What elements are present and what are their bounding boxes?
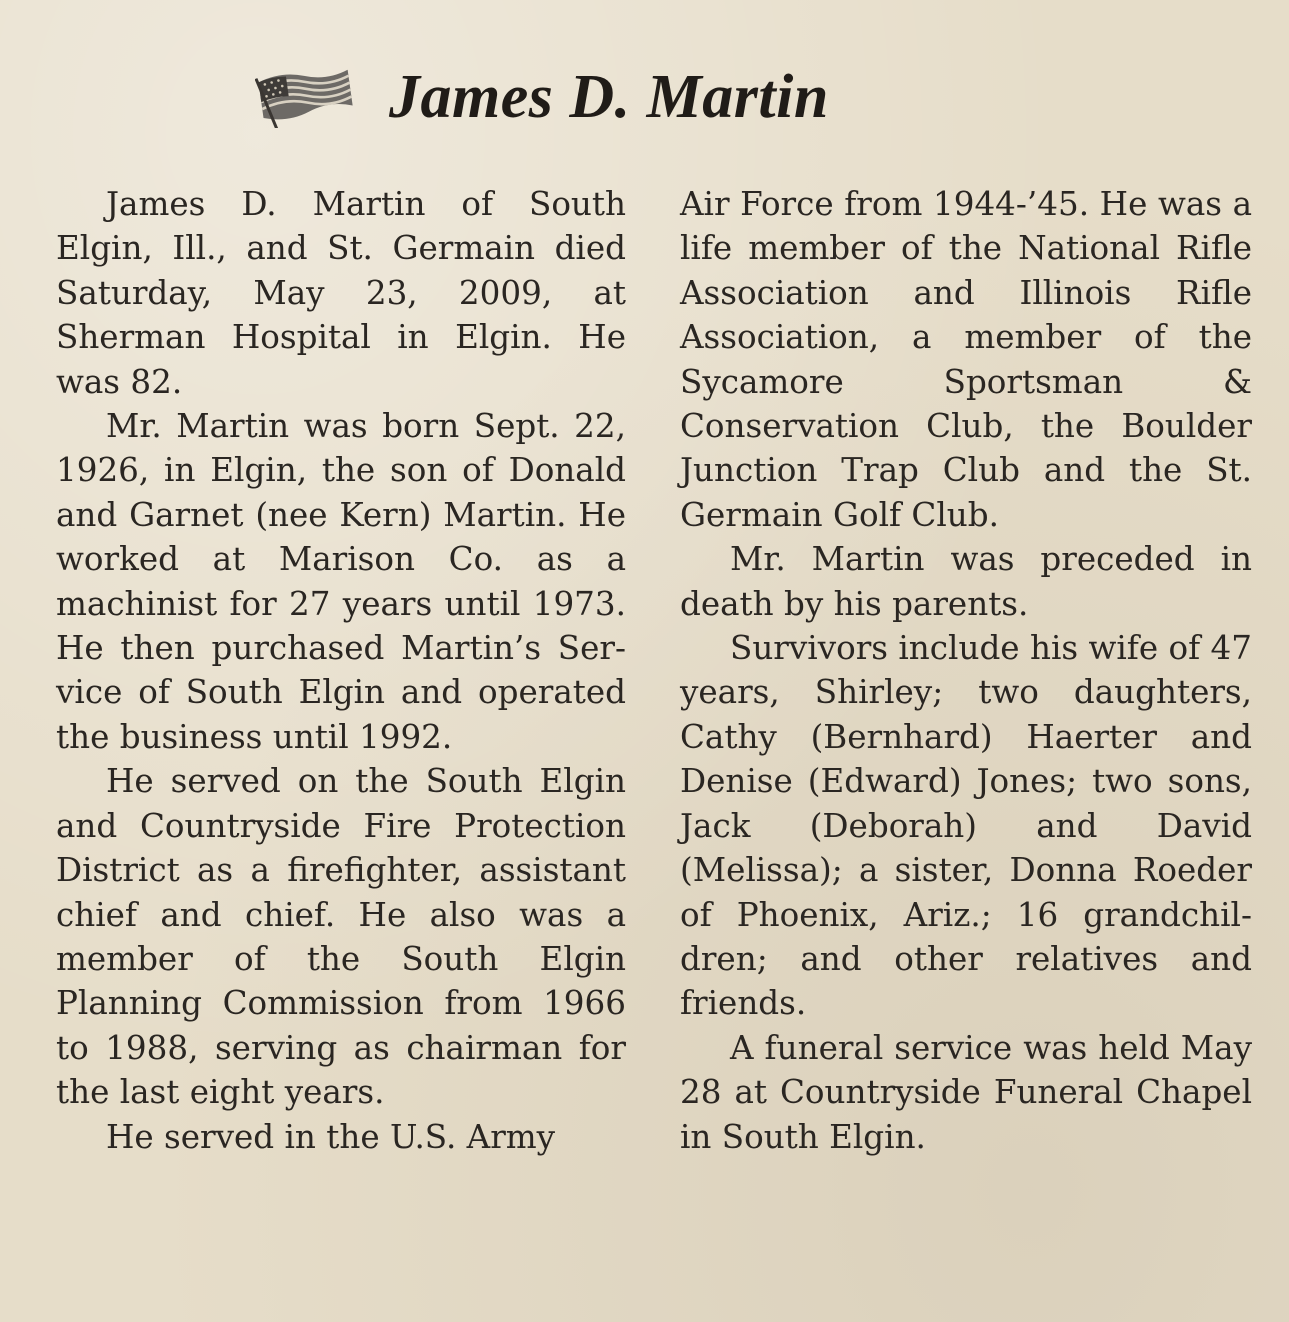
paragraph-civic-service: He served on the South Elgin and Countryside Fire Protection District as a firefighter, assistant chief and chief. He also was a member of the South Elgin Planning Commission from 1966 to 1988, serving as chairman for the last eight years. [56, 762, 626, 1112]
obituary-heading [255, 52, 829, 142]
right-column [680, 182, 1252, 1159]
paragraph-early-life-career: Mr. Martin was born Sept. 22, 1926, in Elgin, the son of Donald and Garnet (nee Kern) Martin. He worked at Marison Co. as a machinist for 27 years until 1973. He then purchased Martin’s Service of South Elgin and operated the business until 1992. [56, 407, 626, 756]
left-column [56, 182, 626, 1159]
paragraph-death-notice: James D. Martin of South Elgin, Ill., and St. Germain died Saturday, May 23, 2009, at Sherman Hospital in Elgin. He was 82. [56, 185, 626, 401]
obituary-title: James D. Martin [389, 62, 829, 131]
paragraph-funeral-service: A funeral service was held May 28 at Countryside Funeral Chapel in South Elgin. [680, 1028, 1252, 1156]
paragraph-military-service-start: He served in the U.S. Army [106, 1117, 556, 1156]
american-flag-icon [255, 66, 355, 128]
paragraph-military-memberships: Air Force from 1944-’45. He was a life member of the National Rifle Association and Illinois Rifle Association, a member of the Sycamore Sportsman & Conservation Club, the Boulder Junction Trap Club and the St. Germain Golf Club. [680, 185, 1252, 534]
paragraph-preceded-in-death: Mr. Martin was preceded in death by his parents. [680, 540, 1252, 623]
paragraph-survivors: Survivors include his wife of 47 years, Shirley; two daughters, Cathy (Bernhard) Haerter and Denise (Edward) Jones; two sons, Jack (Deborah) and David (Melissa); a sister, Donna Roeder of Phoenix, Ariz.; 16 grandchildren; and other relatives and friends. [680, 629, 1252, 1023]
